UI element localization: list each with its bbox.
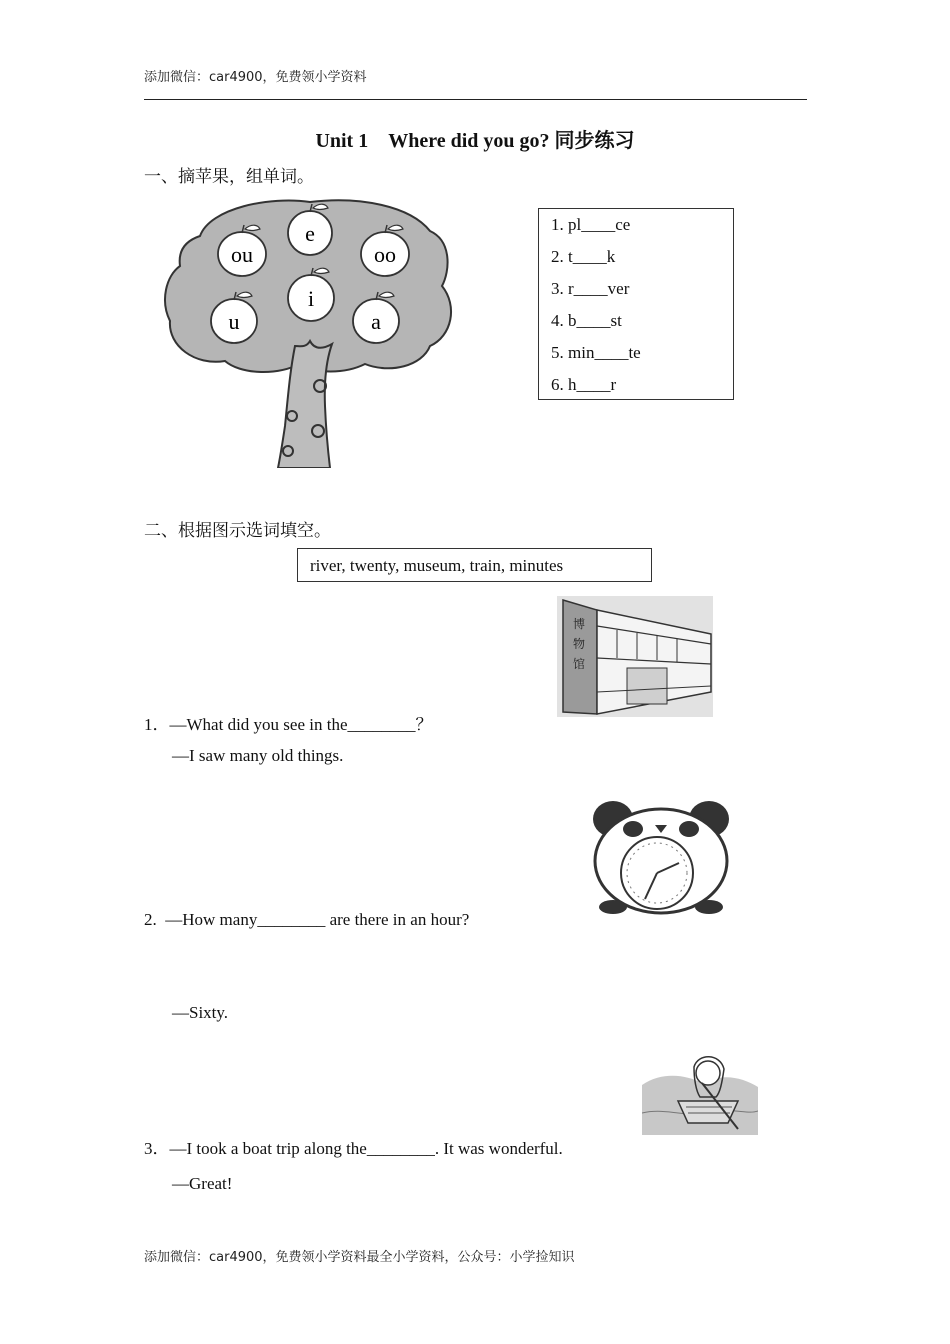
word-choices-box: river, twenty, museum, train, minutes xyxy=(297,548,652,582)
section2-heading: 二、根据图示选词填空。 xyxy=(144,521,331,541)
word-item-3: 3. r____ver xyxy=(551,279,630,298)
panda-clock-illustration xyxy=(583,797,737,916)
header-note: 添加微信：car4900，免费领小学资料 xyxy=(144,70,367,85)
apple-tree-illustration xyxy=(160,196,465,468)
museum-sign-char-1: 博 xyxy=(572,617,586,631)
apple-letter-e: e xyxy=(305,221,315,246)
question-1-line-1: 1．—What did you see in the________？ xyxy=(144,715,433,734)
word-item-2: 2. t____k xyxy=(551,247,616,266)
apple-letter-i: i xyxy=(307,286,315,311)
question-1-line-2: —I saw many old things. xyxy=(172,746,344,765)
question-2-line-1: 2. —How many________ are there in an hour? xyxy=(144,910,470,929)
word-item-1: 1. pl____ce xyxy=(551,215,631,234)
page-title: Unit 1 Where did you go? 同步练习 xyxy=(315,130,635,152)
apple-letter-ou: ou xyxy=(231,242,253,267)
apple-letter-oo: oo xyxy=(374,242,396,267)
museum-sign-char-2: 物 xyxy=(572,637,586,651)
apple-letter-u: u xyxy=(228,309,240,334)
boat-trip-illustration xyxy=(642,1053,758,1135)
footer-note: 添加微信：car4900，免费领小学资料最全小学资料，公众号：小学捡知识 xyxy=(144,1250,575,1265)
header-rule xyxy=(144,99,807,100)
word-list-box xyxy=(538,208,734,400)
question-2-line-2: —Sixty. xyxy=(172,1003,229,1022)
word-item-6: 6. h____r xyxy=(551,375,617,394)
word-item-4: 4. b____st xyxy=(551,311,622,330)
question-3-line-2: —Great! xyxy=(172,1174,233,1193)
apple-letter-a: a xyxy=(371,309,381,334)
word-item-5: 5. min____te xyxy=(551,343,641,362)
section1-heading: 一、摘苹果，组单词。 xyxy=(144,167,314,187)
museum-illustration xyxy=(557,596,713,717)
museum-sign-char-3: 馆 xyxy=(572,657,586,671)
question-3-line-1: 3．—I took a boat trip along the________. It was wonderful. xyxy=(144,1139,563,1158)
